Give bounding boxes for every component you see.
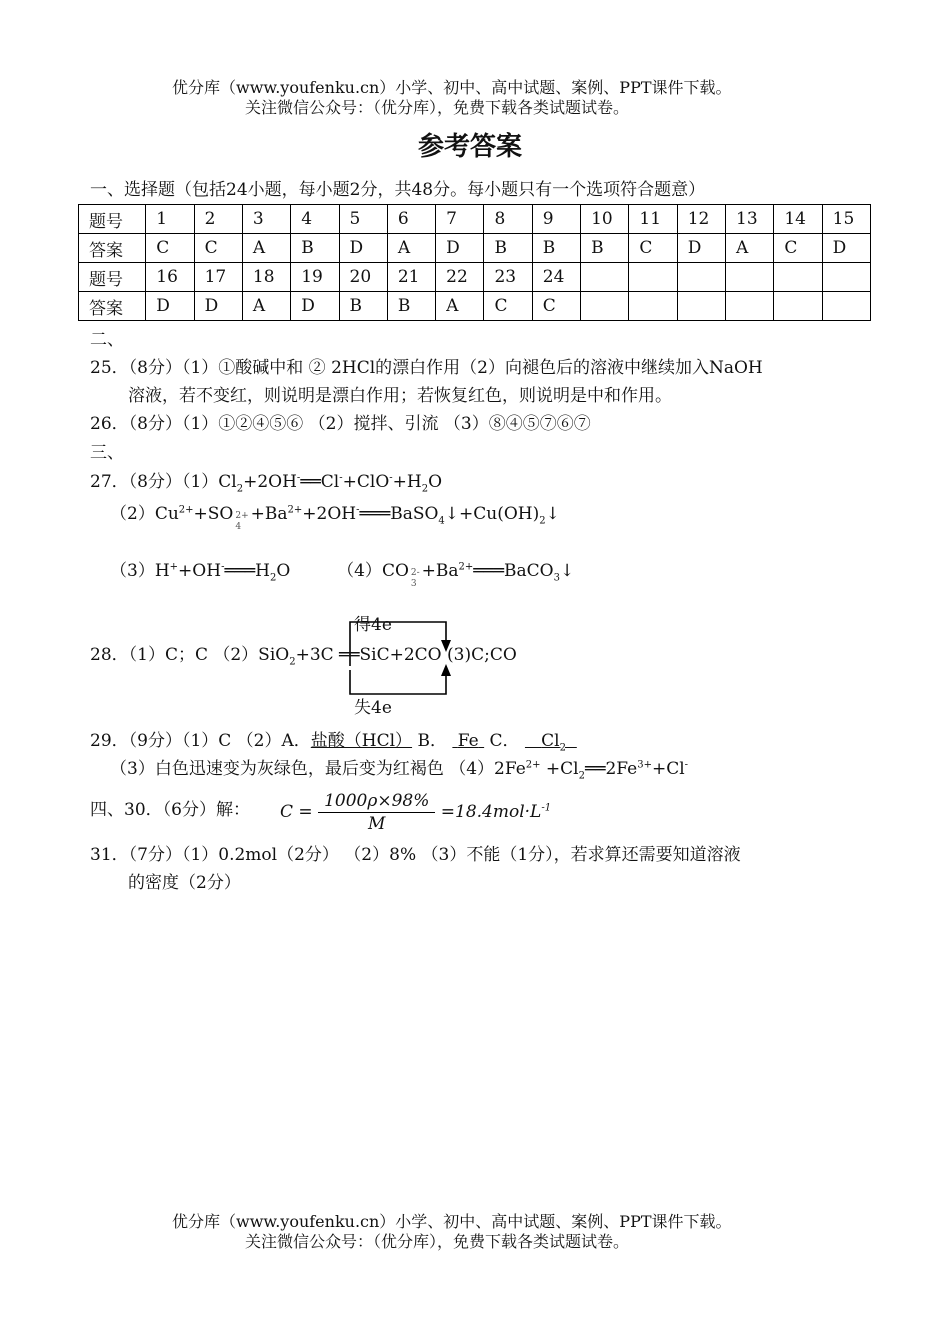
table-cell: 8 [484, 205, 532, 234]
table-cell: C [484, 292, 532, 321]
table-cell: 11 [629, 205, 677, 234]
q27-line-2 [110, 504, 560, 533]
header-line-1: 优分库（www.youfenku.cn）小学、初中、高中试题、案例、PPT课件下载。 [172, 78, 732, 97]
q27-eq2: $Cu^{2+}+SO$ 2+ 4 $+Ba^{2+}+2OH^-═══BaSO_4↓+Cu(OH)_2↓$ [154, 504, 560, 532]
table-cell: D [822, 234, 870, 263]
q30-formula: C = $\frac{1000\rho\times 98\%}{M}$ $=18.4mol\cdot L^{-1}$ [280, 791, 552, 834]
q27-eq4: CO 2- 3 $+Ba^{2+}═══BaCO_3↓$ [381, 561, 575, 589]
q29-b-label: B． [417, 731, 447, 751]
q29-answer-b: Fe [457, 731, 479, 751]
table-cell: C [774, 234, 822, 263]
carbonate-charge: 2- 3 [410, 568, 420, 589]
table-cell [677, 292, 725, 321]
table-cell: B [387, 292, 435, 321]
table-cell: 5 [339, 205, 387, 234]
table-cell: D [146, 292, 194, 321]
table-cell: C [629, 234, 677, 263]
footer-line-2: 关注微信公众号：（优分库），免费下载各类试题试卷。 [245, 1232, 630, 1251]
table-cell: 题号 [79, 263, 146, 292]
table-cell: 2 [194, 205, 242, 234]
table-cell [629, 292, 677, 321]
table-cell [677, 263, 725, 292]
q28-part-b: +3C ══SiC+2CO (3)C;CO [295, 645, 517, 665]
table-cell: 7 [436, 205, 484, 234]
q27-line-1 [90, 472, 443, 495]
table-cell: 10 [581, 205, 629, 234]
table-cell: D [436, 234, 484, 263]
table-cell: D [291, 292, 339, 321]
table-cell: 6 [387, 205, 435, 234]
table-cell [774, 263, 822, 292]
q26-line: 26．（8分）（1）①②④⑤⑥ （2）搅拌、引流 （3）⑧④⑤⑦⑥⑦ [90, 414, 591, 434]
table-cell: 答案 [79, 292, 146, 321]
q30-result: =18.4mol·L [440, 802, 542, 822]
table-cell: 4 [291, 205, 339, 234]
table-cell: 15 [822, 205, 870, 234]
table-cell: 3 [242, 205, 290, 234]
q31-line-2: 的密度（2分） [128, 873, 241, 893]
q27-line-3 [110, 561, 574, 590]
table-cell: 12 [677, 205, 725, 234]
q25-line-2: 溶液，若不变红，则说明是漂白作用；若恢复红色，则说明是中和作用。 [128, 386, 672, 406]
table-cell: 14 [774, 205, 822, 234]
table-cell [822, 263, 870, 292]
table-cell: D [677, 234, 725, 263]
table-cell: 1 [146, 205, 194, 234]
q27-2-prefix: （2） [110, 504, 155, 524]
q28-gain-label: 得4e [354, 615, 392, 635]
q31-line-1: 31．（7分）（1）0.2mol（2分） （2）8% （3）不能（1分），若求算还需要知道溶液 [90, 845, 741, 865]
header-line-2: 关注微信公众号：（优分库），免费下载各类试题试卷。 [245, 98, 630, 117]
table-cell: A [242, 234, 290, 263]
table-cell [726, 263, 774, 292]
loss-bracket [350, 670, 446, 694]
q27-eq1: $Cl_2+2OH^-══Cl^-+ClO^-+H_2O$ [218, 472, 443, 495]
q27-prefix: 27．（8分）（1） [90, 472, 219, 492]
table-cell: B [484, 234, 532, 263]
q30-prefix: 四、30．（6分）解： [90, 800, 250, 820]
q27-3-prefix: （3） [110, 561, 155, 581]
q30-numerator: 1000ρ×98% [318, 790, 435, 813]
table-cell: B [532, 234, 580, 263]
table-cell: 13 [726, 205, 774, 234]
q30-denominator: M [368, 814, 386, 834]
q28-line: 28．（1）C；C （2）SiO$_2$+3C ══SiC+2CO (3)C;CO [90, 645, 517, 668]
q29-prefix: 29．（9分）（1）C （2）A． [90, 731, 311, 751]
q25-line-1: 25．（8分）（1）①酸碱中和 ② 2HCl的漂白作用（2）向褪色后的溶液中继续加入NaOH [90, 358, 763, 378]
table-cell: A [436, 292, 484, 321]
table-cell: 题号 [79, 205, 146, 234]
table-cell: 20 [339, 263, 387, 292]
table-cell [629, 263, 677, 292]
table-cell: 9 [532, 205, 580, 234]
q29-line-1 [90, 731, 577, 754]
table-cell: 22 [436, 263, 484, 292]
q27-4-prefix: （4） [337, 561, 382, 581]
table-row [79, 234, 871, 263]
table-row [79, 263, 871, 292]
table-cell: A [242, 292, 290, 321]
sulfate-charge: 2+ 4 [235, 511, 249, 532]
table-row [79, 292, 871, 321]
table-cell: 17 [194, 263, 242, 292]
q29-line-2: （3）白色迅速变为灰绿色，最后变为红褐色 $(4)2Fe^{2+}$ $+Cl_2══2Fe^{3+}+Cl^-$ [110, 759, 689, 782]
table-cell: D [339, 234, 387, 263]
loss-arrowhead [441, 664, 451, 676]
table-cell [822, 292, 870, 321]
answer-table [78, 204, 871, 321]
table-cell: 19 [291, 263, 339, 292]
q28-part-a: 28．（1）C；C （2）SiO [90, 645, 290, 665]
table-cell: 23 [484, 263, 532, 292]
q27-eq3: $H^++OH^-═══H_2O$ [154, 561, 291, 584]
table-cell: B [291, 234, 339, 263]
table-cell: A [726, 234, 774, 263]
table-cell: C [532, 292, 580, 321]
table-cell: 18 [242, 263, 290, 292]
q30-fraction [318, 790, 435, 835]
page-title: 参考答案 [418, 132, 523, 162]
section2-heading: 二、 [90, 330, 124, 350]
q29-c-label: C． [489, 731, 520, 751]
section1-heading: 一、选择题（包括24小题，每小题2分，共48分。每小题只有一个选项符合题意） [90, 180, 706, 200]
q29-answer-a: 盐酸（HCl） [310, 731, 413, 751]
table-cell: 21 [387, 263, 435, 292]
section3-heading: 三、 [90, 443, 124, 463]
table-cell [581, 292, 629, 321]
table-cell: B [339, 292, 387, 321]
table-cell: 16 [146, 263, 194, 292]
table-cell: B [581, 234, 629, 263]
table-row [79, 205, 871, 234]
footer-line-1: 优分库（www.youfenku.cn）小学、初中、高中试题、案例、PPT课件下载。 [172, 1212, 732, 1231]
table-cell: A [387, 234, 435, 263]
table-cell: C [194, 234, 242, 263]
table-cell [726, 292, 774, 321]
table-cell: D [194, 292, 242, 321]
table-cell: 答案 [79, 234, 146, 263]
table-cell: C [146, 234, 194, 263]
q29-answer-c: $Cl_2$ [541, 731, 566, 754]
q28-loss-label: 失4e [354, 698, 392, 718]
table-cell [581, 263, 629, 292]
table-cell [774, 292, 822, 321]
table-cell: 24 [532, 263, 580, 292]
